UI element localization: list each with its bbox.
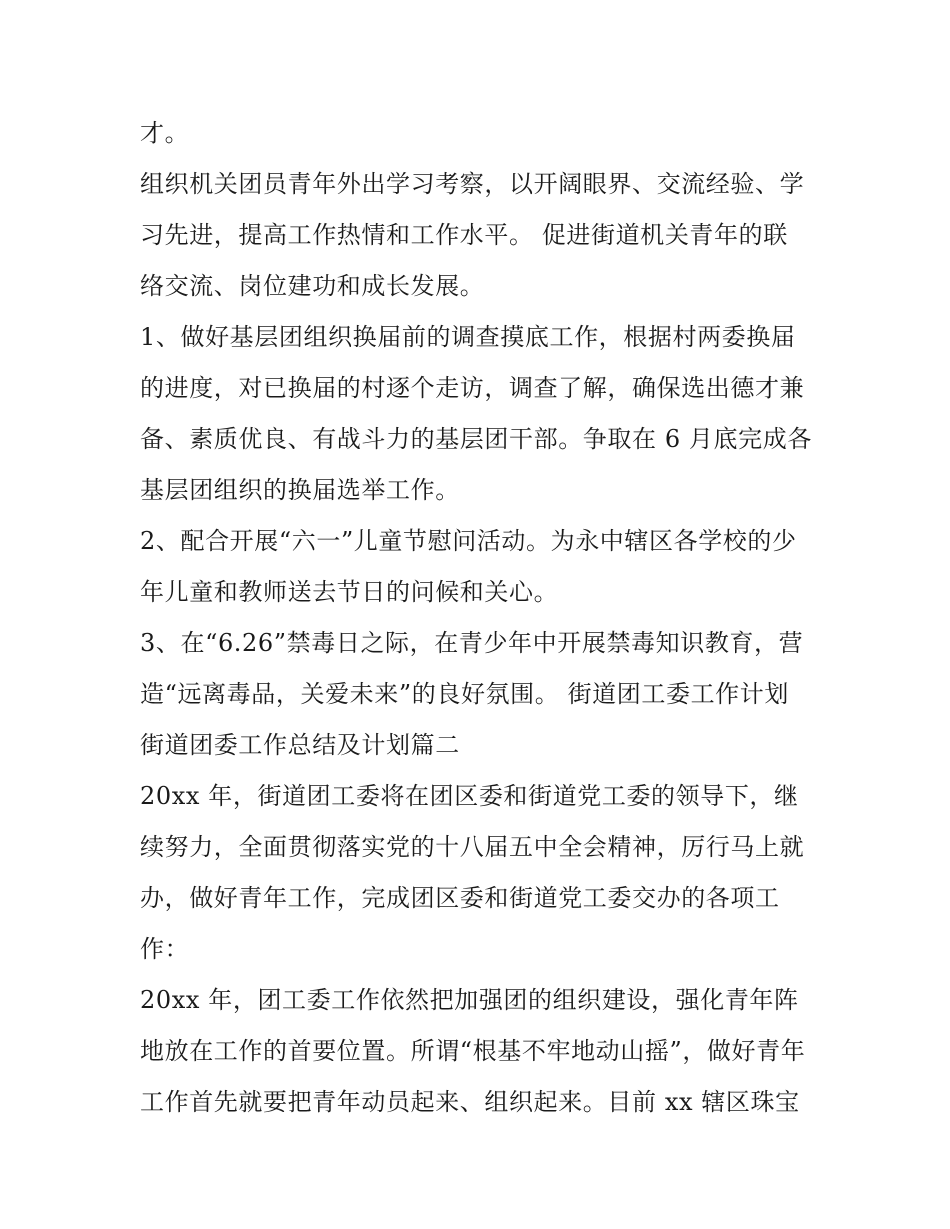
text-line-9: 2、配合开展“六一”儿童节慰问活动。为永中辖区各学校的少	[140, 527, 797, 555]
text-line-2: 组织机关团员青年外出学习考察，以开阔眼界、交流经验、学	[140, 170, 805, 198]
text-line-15: 续努力，全面贯彻落实党的十八届五中全会精神，厉行马上就	[140, 833, 805, 861]
text-line-4: 络交流、岗位建功和成长发展。	[140, 272, 485, 300]
text-line-11: 3、在“6.26”禁毒日之际，在青少年中开展禁毒知识教育，营	[140, 629, 804, 657]
text-line-20: 工作首先就要把青年动员起来、组织起来。目前 xx 辖区珠宝	[140, 1088, 800, 1116]
text-line-10: 年儿童和教师送去节日的问候和关心。	[140, 578, 559, 606]
text-line-16: 办，做好青年工作，完成团区委和街道党工委交办的各项工	[140, 884, 780, 912]
text-line-7: 备、素质优良、有战斗力的基层团干部。争取在 6 月底完成各	[140, 425, 812, 453]
text-line-19: 地放在工作的首要位置。所谓“根基不牢地动山摇”，做好青年	[140, 1037, 806, 1065]
text-line-1: 才。	[140, 119, 190, 147]
text-line-3: 习先进，提高工作热情和工作水平。 促进街道机关青年的联	[140, 221, 788, 249]
text-line-8: 基层团组织的换届选举工作。	[140, 476, 460, 504]
text-line-6: 的进度，对已换届的村逐个走访，调查了解，确保选出德才兼	[140, 374, 805, 402]
document-body	[140, 108, 830, 1128]
text-line-12: 造“远离毒品，关爱未来”的良好氛围。 街道团工委工作计划	[140, 680, 789, 708]
text-line-17: 作：	[140, 935, 190, 963]
text-line-5: 1、做好基层团组织换届前的调查摸底工作，根据村两委换届	[140, 323, 796, 351]
text-line-13: 街道团委工作总结及计划篇二	[140, 731, 460, 759]
text-line-14: 20xx 年，街道团工委将在团区委和街道党工委的领导下，继	[140, 782, 799, 810]
text-line-18: 20xx 年，团工委工作依然把加强团的组织建设，强化青年阵	[140, 986, 799, 1014]
